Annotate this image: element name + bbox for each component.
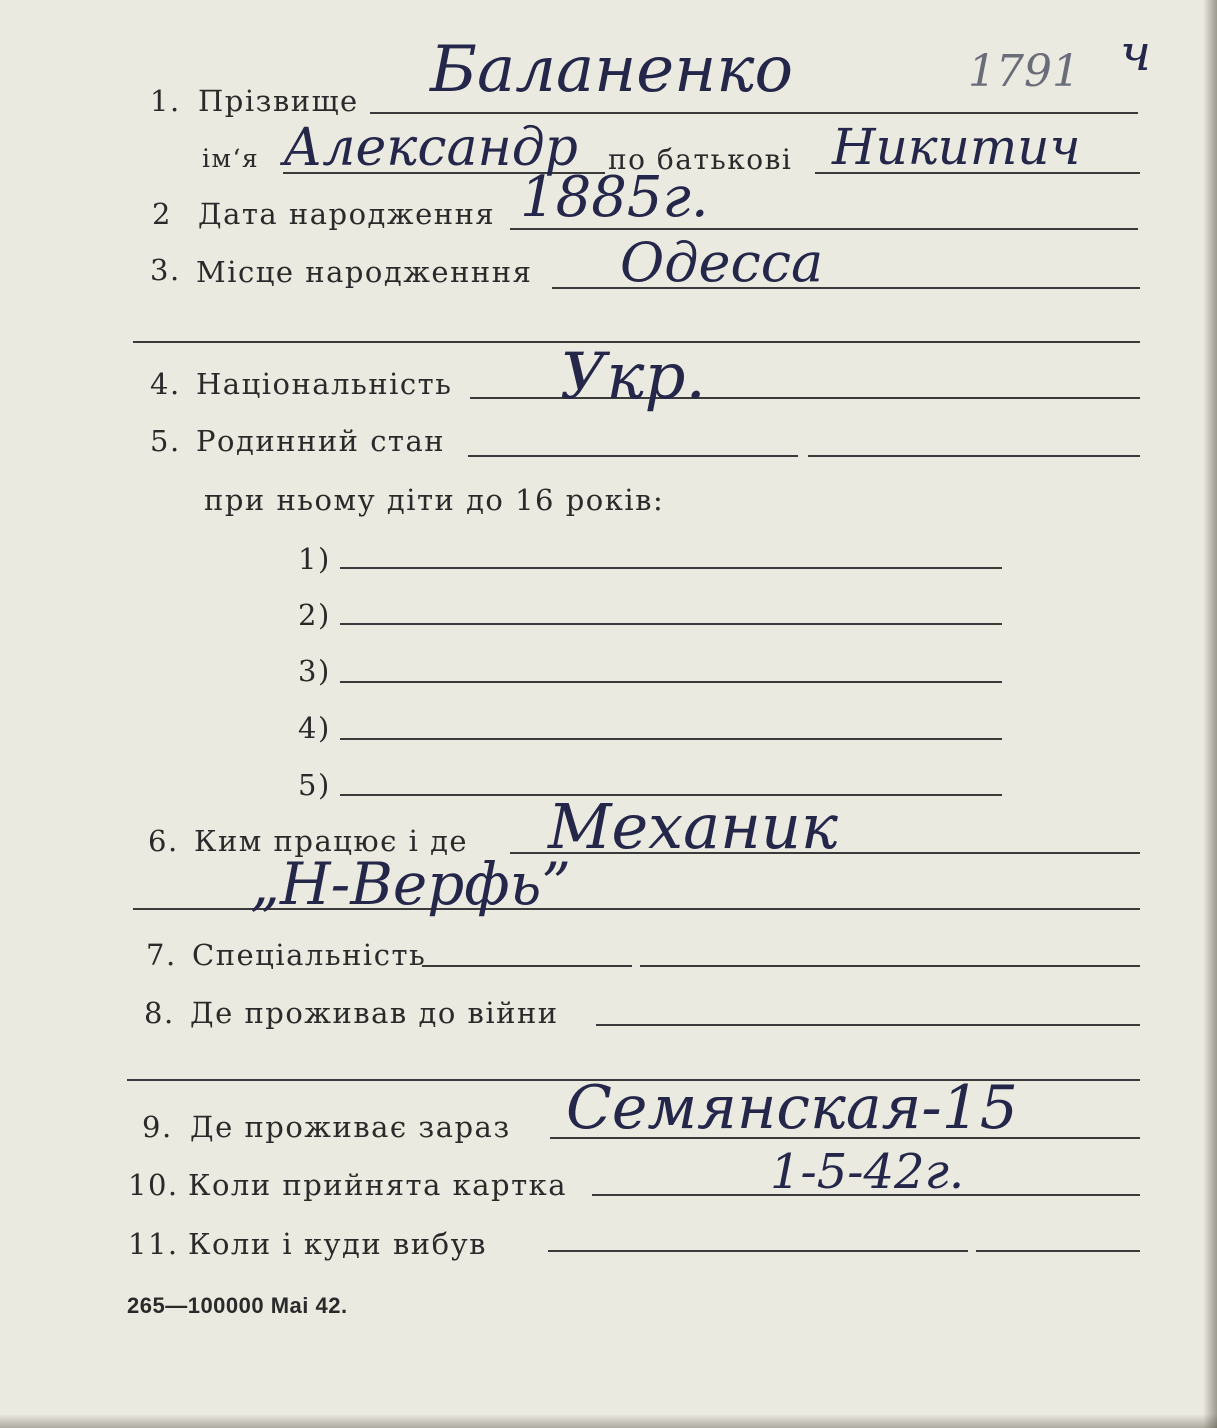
current-address-value: Семянская-15 (566, 1073, 1018, 1143)
field-1-number: 1. (150, 84, 181, 118)
card-number: 1791 (968, 46, 1080, 97)
field-3-number: 3. (150, 253, 181, 287)
child-4-line (340, 738, 1002, 740)
surname-label: Прізвище (198, 84, 359, 118)
marital-status-line-b (808, 455, 1140, 457)
departure-label: Коли і куди вибув (188, 1227, 487, 1261)
child-3-line (340, 681, 1002, 683)
surname-line (370, 112, 1138, 114)
field-2-number: 2 (152, 197, 172, 231)
paper-edge-shadow (1203, 0, 1217, 1428)
patronymic-value: Никитич (832, 118, 1081, 176)
prewar-address-line (596, 1024, 1140, 1026)
field-9-number: 9. (142, 1110, 173, 1144)
child-2-number: 2) (298, 598, 331, 632)
surname-value: Баланенко (430, 33, 794, 107)
child-2-line (340, 623, 1002, 625)
print-run-footer: 265—100000 Mai 42. (127, 1293, 348, 1318)
child-1-line (340, 567, 1002, 569)
birthplace-value: Одесса (620, 231, 824, 294)
child-4-number: 4) (298, 711, 331, 745)
field-11-number: 11. (128, 1227, 179, 1261)
departure-line-b (976, 1250, 1140, 1252)
specialty-label: Спеціальність (192, 938, 427, 972)
field-10-number: 10. (128, 1168, 179, 1202)
nationality-label: Національність (196, 367, 453, 401)
field-8-number: 8. (144, 996, 175, 1030)
child-1-number: 1) (298, 542, 331, 576)
patronymic-label: по батькові (608, 143, 793, 176)
field-5-number: 5. (150, 424, 181, 458)
nationality-value: Укр. (560, 340, 706, 414)
corner-mark: ч (1120, 24, 1152, 82)
birth-date-label: Дата народження (198, 197, 496, 231)
field-4-number: 4. (150, 367, 181, 401)
child-5-number: 5) (298, 768, 331, 802)
children-label: при ньому діти до 16 років: (204, 483, 665, 517)
birth-date-value: 1885г. (520, 165, 709, 230)
child-3-number: 3) (298, 654, 331, 688)
card-date-label: Коли прийнята картка (188, 1168, 568, 1202)
prewar-address-label: Де проживав до війни (190, 996, 559, 1030)
workplace-value: „Н-Верфь” (250, 850, 571, 918)
occupation-label: Ким працює і де (194, 824, 469, 858)
occupation-value: Механик (548, 790, 838, 863)
field-6-number: 6. (148, 824, 179, 858)
field-7-number: 7. (146, 938, 177, 972)
first-name-value: Александр (283, 118, 578, 178)
first-name-label: ім‘я (202, 144, 260, 173)
current-address-label: Де проживає зараз (190, 1110, 511, 1144)
specialty-line-b (640, 965, 1140, 967)
paper-bottom-shadow (0, 1414, 1217, 1428)
marital-status-label: Родинний стан (196, 424, 446, 458)
marital-status-line-a (468, 455, 798, 457)
birthplace-label: Місце народженння (196, 255, 533, 289)
specialty-line-a (422, 965, 632, 967)
card-date-value: 1-5-42г. (770, 1144, 965, 1200)
departure-line-a (548, 1250, 968, 1252)
